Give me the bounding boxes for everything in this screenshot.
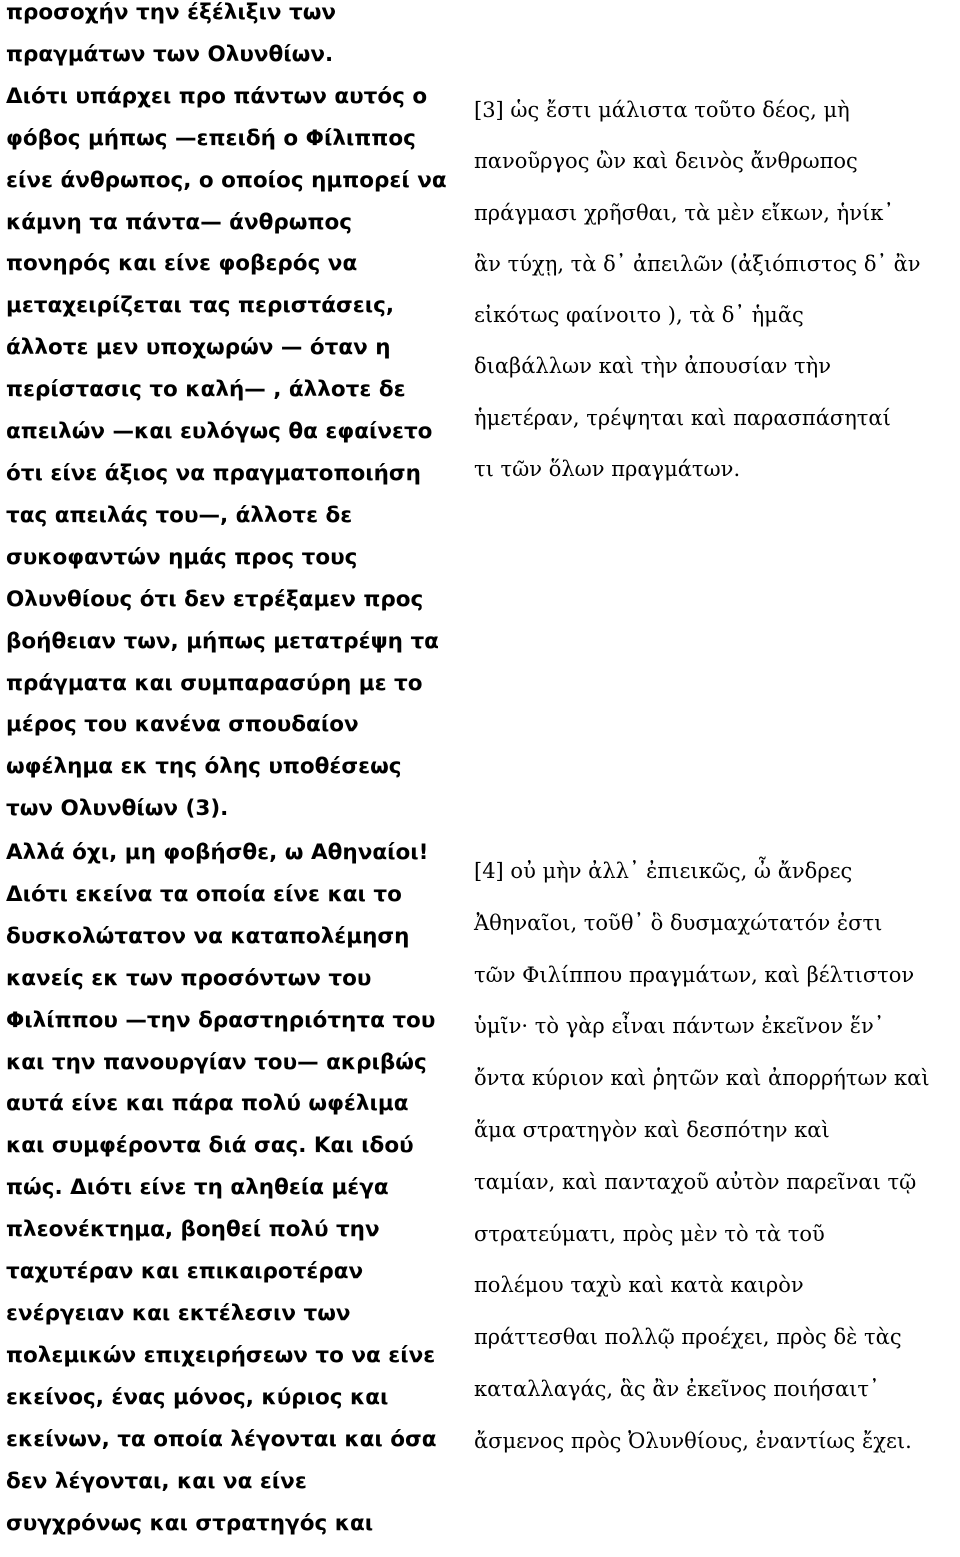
text-line: [3] ὡς ἔστι μάλιστα τοῦτο δέος, μὴ (474, 98, 850, 122)
text-line: αυτά είνε και πάρα πολύ ωφέλιμα (6, 1091, 409, 1117)
text-line: ότι είνε άξιος να πραγματοποιήση (6, 460, 421, 486)
text-line: μέρος του κανένα σπουδαίον (6, 712, 359, 738)
text-line: κάμνη τα πάντα— άνθρωπος (6, 209, 352, 235)
text-line: μεταχειρίζεται τας περιστάσεις, (6, 293, 394, 319)
text-line: ἡμετέραν, τρέψηται καὶ παρασπάσηταί (474, 405, 891, 430)
text-line: και την πανουργίαν του— ακριβώς (6, 1049, 427, 1075)
text-line: πράγμασι χρῆσθαι, τὰ μὲν εἴκων, ἡνίκ᾽ (474, 200, 894, 225)
text-line: άλλοτε μεν υποχωρών — όταν η (6, 335, 391, 361)
text-line: τῶν Φιλίππου πραγμάτων, καὶ βέλτιστον (474, 962, 915, 987)
text-line: και συμφέροντα διά σας. Και ιδού (6, 1133, 414, 1159)
text-line: πραγμάτων των Ολυνθίων. (6, 41, 334, 67)
text-line: ταχυτέραν και επικαιροτέραν (6, 1259, 364, 1285)
modern-greek-translation-section-2 (6, 832, 461, 1544)
text-line: των Ολυνθίων (3). (6, 796, 229, 822)
text-line: Αλλά όχι, μη φοβήσθε, ω Αθηναίοι! (6, 840, 429, 865)
text-line: απειλών —και ευλόγως θα εφαίνετο (6, 419, 433, 445)
text-line: προσοχήν την έξέλιξιν των (6, 0, 337, 25)
text-line: ταμίαν, καὶ πανταχοῦ αὐτὸν παρεῖναι τῷ (474, 1169, 917, 1194)
text-line: ἄσμενος πρὸς Ὀλυνθίους, ἐναντίως ἔχει. (474, 1428, 912, 1453)
text-line: ἂν τύχῃ, τὰ δ᾽ ἀπειλῶν (ἀξιόπιστος δ᾽ ἂν (474, 251, 921, 276)
text-line: τι τῶν ὅλων πραγμάτων. (474, 457, 741, 482)
text-line: Διότι υπάρχει προ πάντων αυτός ο (6, 83, 428, 109)
text-line: πράγματα και συμπαρασύρη με το (6, 670, 423, 696)
text-line: δυσκολώτατον να καταπολέμηση (6, 923, 410, 949)
text-line: είνε άνθρωπος, ο οποίος ημπορεί να (6, 167, 447, 193)
text-line: πονηρός και είνε φοβερός να (6, 251, 358, 277)
text-line: εκείνος, ένας μόνος, κύριος και (6, 1384, 389, 1410)
modern-greek-translation-section-1 (6, 0, 461, 830)
text-line: ὑμῖν· τὸ γὰρ εἶναι πάντων ἐκεῖνον ἕν᾽ (474, 1014, 885, 1039)
text-line: Ἀθηναῖοι, τοῦθ᾽ ὃ δυσμαχώτατόν ἐστι (474, 910, 883, 935)
text-line: πανοῦργος ὢν καὶ δεινὸς ἄνθρωπος (474, 149, 858, 174)
text-line: πράττεσθαι πολλῷ προέχει, πρὸς δὲ τὰς (474, 1325, 902, 1350)
text-line: συγχρόνως και στρατηγός και (6, 1510, 374, 1536)
text-line: [4] οὐ μὴν ἀλλ᾽ ἐπιεικῶς, ὦ ἄνδρες (474, 859, 853, 883)
text-line: περίστασις το καλή— , άλλοτε δε (6, 377, 406, 403)
text-line: πλεονέκτημα, βοηθεί πολύ την (6, 1217, 380, 1243)
text-line: ἅμα στρατηγὸν καὶ δεσπότην καὶ (474, 1117, 830, 1142)
text-line: Φιλίππου —την δραστηριότητα του (6, 1007, 436, 1033)
text-line: φόβος μήπως —επειδή ο Φίλιππος (6, 125, 416, 151)
text-line: Διότι εκείνα τα οποία είνε και το (6, 881, 402, 907)
text-line: τας απειλάς του—, άλλοτε δε (6, 502, 353, 528)
text-line: Ολυνθίους ότι δεν ετρέξαμεν προς (6, 586, 424, 612)
text-line: καταλλαγάς, ἃς ἂν ἐκεῖνος ποιήσαιτ᾽ (474, 1376, 880, 1401)
text-line: στρατεύματι, πρὸς μὲν τὸ τὰ τοῦ (474, 1221, 825, 1246)
text-line: συκοφαντών ημάς προς τους (6, 544, 358, 570)
text-line: ωφέλημα εκ της όλης υποθέσεως (6, 754, 402, 780)
text-line: ενέργειαν και εκτέλεσιν των (6, 1300, 351, 1326)
text-line: δεν λέγονται, και να είνε (6, 1468, 307, 1494)
text-line: βοήθειαν των, μήπως μετατρέψη τα (6, 628, 439, 654)
text-line: πολεμικών επιχειρήσεων το να είνε (6, 1342, 436, 1368)
text-line: εκείνων, τα οποία λέγονται και όσα (6, 1426, 437, 1452)
ancient-greek-paragraph-3 (474, 85, 960, 495)
text-line: διαβάλλων καὶ τὴν ἀπουσίαν τὴν (474, 354, 831, 379)
text-line: πώς. Διότι είνε τη αληθεία μέγα (6, 1175, 389, 1201)
text-line: πολέμου ταχὺ καὶ κατὰ καιρὸν (474, 1273, 804, 1298)
text-line: εἰκότως φαίνοιτο ), τὰ δ᾽ ἡμᾶς (474, 303, 804, 328)
text-line: ὄντα κύριον καὶ ῥητῶν καὶ ἀπορρήτων καὶ (474, 1066, 930, 1091)
text-line: κανείς εκ των προσόντων του (6, 965, 372, 991)
ancient-greek-paragraph-4 (474, 846, 960, 1468)
